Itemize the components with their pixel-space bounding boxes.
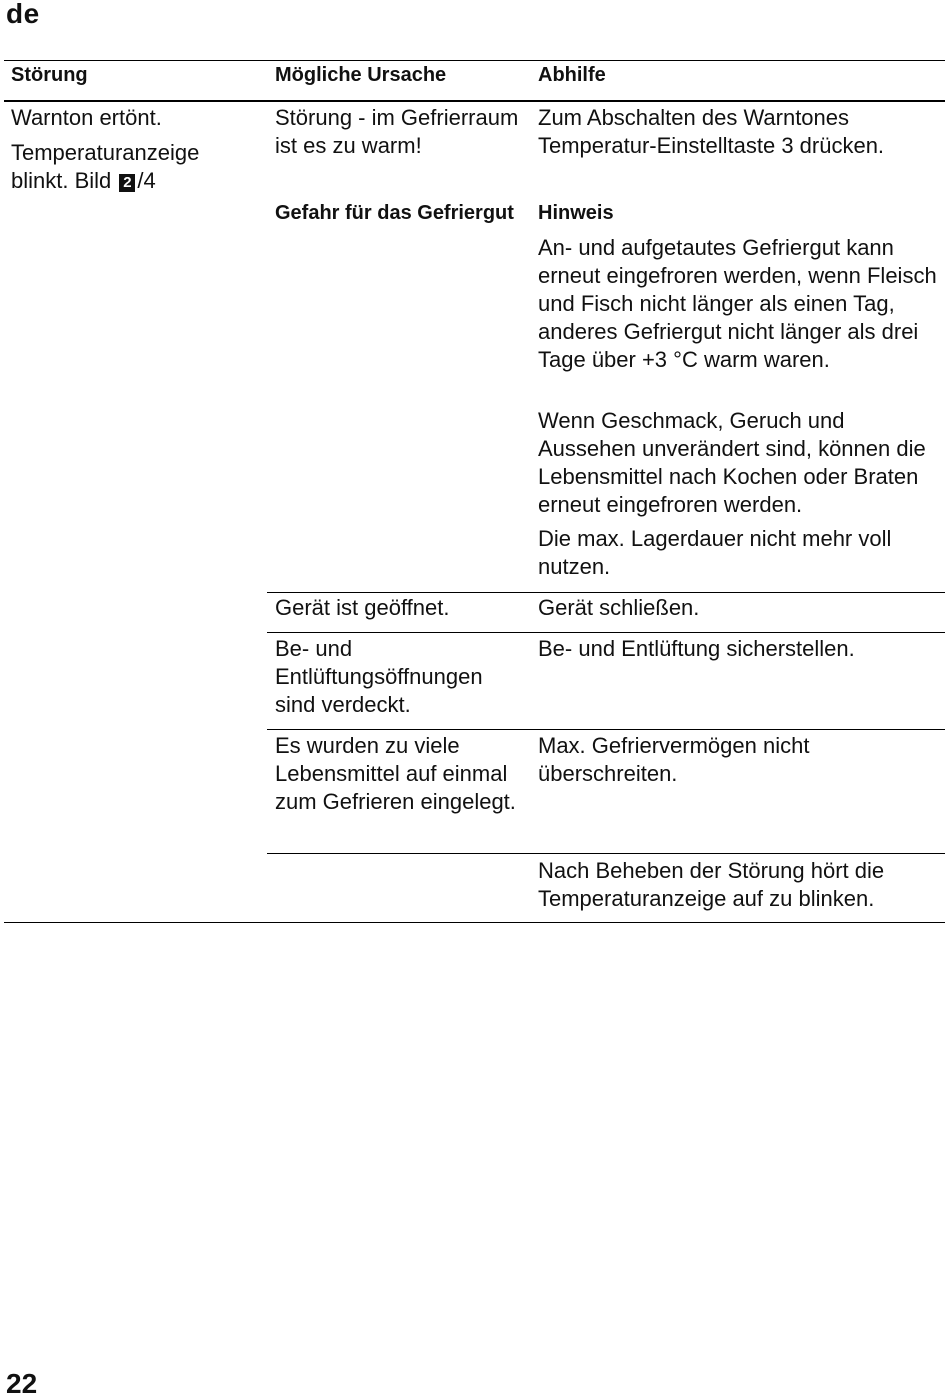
cause-too-much-food: Es wurden zu viele Lebensmittel auf einmal zum Gefrieren eingelegt.	[275, 733, 516, 814]
column-header-stoerung: Störung	[11, 64, 88, 86]
column-header-ursache: Mögliche Ursache	[275, 64, 447, 86]
note-heading: Hinweis	[538, 202, 614, 224]
danger-frozen-food-heading: Gefahr für das Gefriergut	[275, 202, 514, 224]
header-bottom-rule	[4, 100, 945, 102]
symptom-temperature-display	[11, 139, 261, 195]
table-top-rule	[4, 60, 945, 61]
symptom-line2: Temperaturanzeige	[11, 140, 200, 165]
remedy-display-stops-blinking: Nach Beheben der Störung hört die Temperaturanzeige auf zu blinken.	[538, 858, 885, 911]
figure-reference-badge: 2	[119, 174, 135, 192]
note-paragraph-refreeze: An- und aufgetautes Gefriergut kann erneut eingefroren werden, wenn Fleisch und Fisch nicht länger als einen Tag, anderes Gefriergut nicht länger als drei Tage über +3 °C warm waren.	[538, 235, 937, 372]
row-divider	[267, 853, 945, 854]
note-paragraph-storage: Die max. Lagerdauer nicht mehr voll nutzen.	[538, 526, 892, 579]
language-code: de	[6, 0, 40, 29]
symptom-line3-pre: blinkt. Bild	[11, 168, 112, 193]
remedy-ensure-ventilation: Be- und Entlüftung sicherstellen.	[538, 636, 855, 661]
remedy-close-door: Gerät schließen.	[538, 595, 700, 620]
page-number: 22	[6, 1368, 38, 1399]
cause-vents-covered: Be- und Entlüftungsöffnungen sind verdeckt.	[275, 636, 483, 717]
table-bottom-rule	[4, 922, 945, 923]
cause-too-warm: Störung - im Gefrierraum ist es zu warm!	[275, 105, 519, 158]
row-divider	[267, 592, 945, 593]
note-paragraph-taste: Wenn Geschmack, Geruch und Aussehen unverändert sind, können die Lebensmittel nach Kochen oder Braten erneut eingefroren werden.	[538, 408, 926, 517]
remedy-freezing-capacity: Max. Gefriervermögen nicht überschreiten.	[538, 733, 810, 786]
symptom-warning-tone: Warnton ertönt.	[11, 105, 162, 130]
remedy-switch-off-alarm: Zum Abschalten des Warntones Temperatur-Einstelltaste 3 drücken.	[538, 105, 885, 158]
column-header-abhilfe: Abhilfe	[538, 64, 606, 86]
cause-door-open: Gerät ist geöffnet.	[275, 595, 450, 620]
row-divider	[267, 729, 945, 730]
figure-item-number: /4	[137, 168, 156, 193]
row-divider	[267, 632, 945, 633]
